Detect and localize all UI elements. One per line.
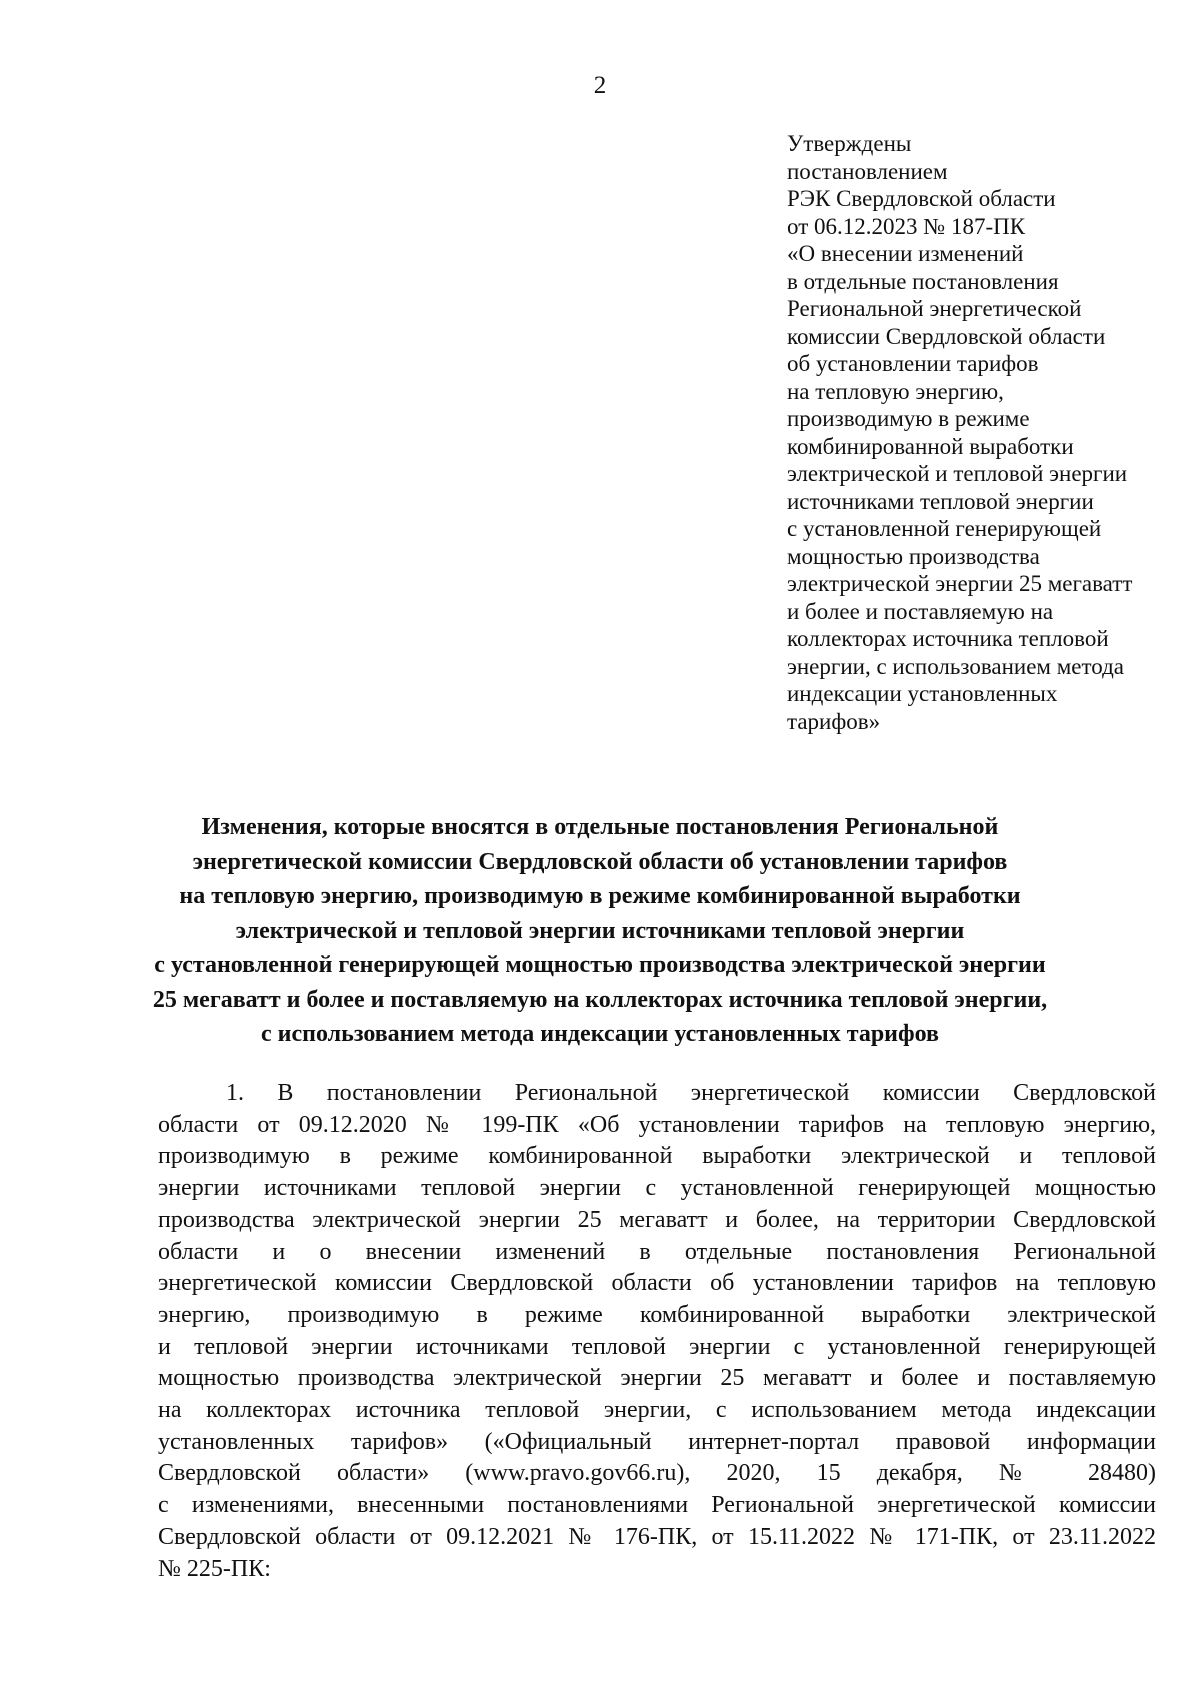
paragraph-line: с изменениями, внесенными постановлениями Региональной энергетической комиссии [158, 1492, 1156, 1519]
title-line: энергетической комиссии Свердловской области об установлении тарифов [192, 848, 1008, 875]
approval-line: коллекторах источника тепловой [787, 626, 1109, 651]
title-line: Изменения, которые вносятся в отдельные постановления Региональной [201, 814, 999, 840]
title-line: электрической и тепловой энергии источниками тепловой энергии [235, 917, 965, 944]
approval-line: с установленной генерирующей [787, 516, 1102, 541]
approval-line: мощностью производства [787, 543, 1040, 569]
paragraph-line: производства электрической энергии 25 мегаватт и более, на территории Свердловской [158, 1206, 1156, 1233]
page-number: 2 [593, 72, 607, 99]
paragraph-line: области и о внесении изменений в отдельные постановления Региональной [158, 1238, 1156, 1265]
approval-line: и более и поставляемую на [787, 598, 1054, 624]
paragraph-line: энергии источниками тепловой энергии с установленной генерирующей мощностью [158, 1175, 1156, 1202]
paragraph-line: Свердловской области от 09.12.2021 № 176-ПК, от 15.11.2022 № 171-ПК, от 23.11.2022 [158, 1523, 1156, 1550]
approval-line: постановлением [787, 158, 948, 184]
document-title [120, 810, 1080, 1052]
approval-line: производимую в режиме [787, 406, 1030, 431]
paragraph-line: мощностью производства электрической энергии 25 мегаватт и более и поставляемую [158, 1365, 1156, 1392]
paragraph-1 [158, 1078, 1156, 1585]
title-line: на тепловую энергию, производимую в режиме комбинированной выработки [179, 883, 1021, 909]
paragraph-line: установленных тарифов» («Официальный интернет-портал правовой информации [158, 1428, 1156, 1455]
approval-line: Региональной энергетической [787, 296, 1082, 321]
paragraph-line: энергию, производимую в режиме комбинированной выработки электрической [158, 1301, 1156, 1328]
paragraph-line: и тепловой энергии источниками тепловой энергии с установленной генерирующей [158, 1333, 1156, 1360]
approval-line: на тепловую энергию, [787, 378, 1004, 404]
approval-line: от 06.12.2023 № 187-ПК [787, 213, 1026, 239]
approval-line: РЭК Свердловской области [787, 186, 1056, 211]
title-line: 25 мегаватт и более и поставляемую на коллекторах источника тепловой энергии, [152, 986, 1048, 1013]
title-line: с использованием метода индексации установленных тарифов [261, 1021, 939, 1047]
approval-line: электрической энергии 25 мегаватт [787, 571, 1133, 596]
paragraph-line: 1. В постановлении Региональной энергетической комиссии Свердловской [226, 1080, 1156, 1106]
approval-line: индексации установленных [787, 681, 1058, 706]
paragraph-line: производимую в режиме комбинированной выработки электрической и тепловой [158, 1143, 1156, 1170]
approval-line: тарифов» [787, 708, 881, 734]
paragraph-line: области от 09.12.2020 № 199-ПК «Об установлении тарифов на тепловую энергию, [158, 1111, 1156, 1138]
approval-line: в отдельные постановления [787, 268, 1059, 294]
approval-line: об установлении тарифов [787, 351, 1039, 376]
paragraph-line: № 225-ПК: [158, 1555, 271, 1582]
approval-line: Утверждены [787, 131, 912, 156]
approval-stamp-block [787, 130, 1187, 735]
paragraph-line: на коллекторах источника тепловой энергии, с использованием метода индексации [158, 1397, 1156, 1424]
approval-line: энергии, с использованием метода [787, 653, 1124, 679]
approval-line: источниками тепловой энергии [787, 488, 1094, 514]
title-line: с установленной генерирующей мощностью производства электрической энергии [154, 952, 1046, 978]
approval-line: электрической и тепловой энергии [787, 461, 1128, 486]
approval-line: комбинированной выработки [787, 433, 1074, 459]
paragraph-line: Свердловской области» (www.pravo.gov66.ru), 2020, 15 декабря, № 28480) [158, 1460, 1156, 1487]
approval-line: «О внесении изменений [787, 241, 1024, 266]
paragraph-line: энергетической комиссии Свердловской области об установлении тарифов на тепловую [158, 1270, 1156, 1297]
approval-line: комиссии Свердловской области [787, 323, 1106, 349]
